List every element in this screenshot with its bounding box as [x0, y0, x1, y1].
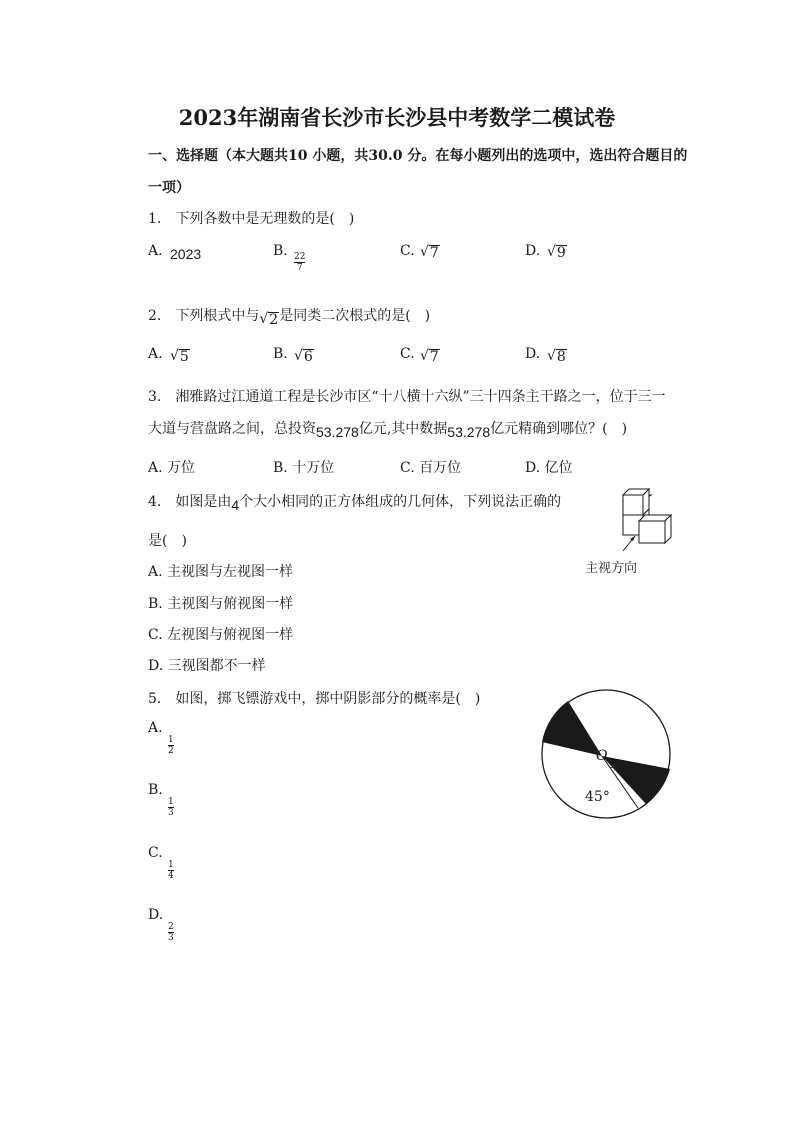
q2-option-a-radical: √ 5 [170, 348, 189, 365]
q3-text-b: 亿元,其中数据 [358, 421, 448, 437]
figure-caption: 主视方向 [585, 561, 638, 576]
q5-option-d-label: D. [148, 907, 164, 923]
q4-number: 4 [231, 497, 240, 513]
radicand: 6 [303, 349, 313, 365]
fraction-numerator: 22 [294, 252, 306, 262]
q2-option-b-radical: √ 6 [294, 348, 313, 365]
q2-option-d-radical: √ 8 [547, 348, 566, 365]
q3-text-a: 大道与营盘路之间，总投资 [148, 421, 316, 437]
q5-option-b-label: B. [148, 782, 163, 798]
q2-option-c-radical: √ 7 [420, 348, 439, 365]
q4-option-d: D. 三视图都不一样 [148, 658, 266, 674]
radicand: 9 [556, 245, 566, 261]
q5-stem: 5. 如图，掷飞镖游戏中，掷中阴影部分的概率是( ) [148, 691, 481, 707]
q1-option-d-label: D. [525, 243, 541, 259]
fraction-numerator: 1 [168, 797, 174, 807]
fraction-denominator: 4 [168, 871, 174, 881]
center-label: O [596, 748, 608, 764]
page-title: 2023年湖南省长沙市长沙县中考数学二模试卷 [178, 105, 616, 130]
q3-option-c: C. 百万位 [400, 460, 462, 476]
radicand: 8 [556, 349, 566, 365]
q2-stem-radical: √ 2 [259, 311, 279, 328]
q2-stem-pre: 2. 下列根式中与 [148, 308, 260, 324]
q3-stem-line2 [148, 418, 627, 438]
q5-option-c-label: C. [148, 845, 163, 861]
q1-option-c-radical: √ 7 [420, 244, 439, 261]
q5-option-a-fraction [168, 735, 174, 756]
cube-front-face [639, 521, 665, 543]
radicand: 7 [429, 245, 439, 261]
q1-option-a-value: 2023 [170, 246, 202, 262]
q3-text-c: 亿元精确到哪位？( ) [490, 421, 628, 437]
radicand: 2 [269, 312, 279, 328]
fraction-denominator: 3 [168, 808, 174, 818]
q4-text-b: 个大小相同的正方体组成的几何体，下列说法正确的 [239, 494, 562, 510]
q2-option-b-label: B. [273, 346, 288, 362]
cube-figure [605, 485, 685, 555]
q1-option-a-label: A. [148, 243, 163, 259]
q3-number-2: 53.278 [447, 424, 491, 440]
q2-option-d-label: D. [525, 346, 541, 362]
q5-option-a-label: A. [148, 720, 163, 736]
q3-number-1: 53.278 [316, 424, 359, 440]
fraction-denominator: 7 [294, 262, 305, 273]
q3-option-b: B. 十万位 [273, 460, 335, 476]
q1-option-b-label: B. [273, 243, 288, 259]
fraction-numerator: 1 [168, 735, 174, 745]
arrow-head [630, 536, 635, 541]
q3-stem-line1: 3. 湘雅路过江通道工程是长沙市区“十八横十六纵”三十四条主干路之一，位于三一 [148, 389, 666, 405]
q1-option-c-label: C. [400, 243, 415, 259]
fraction-denominator: 2 [168, 746, 174, 756]
angle-label: 45° [585, 789, 610, 805]
q4-option-a: A. 主视图与左视图一样 [148, 564, 294, 580]
fraction-denominator: 3 [168, 933, 174, 943]
q2-stem [148, 305, 430, 327]
q2-stem-post: 是同类二次根式的是( ) [279, 308, 431, 324]
q4-stem-line1 [148, 491, 561, 511]
q3-option-d: D. 亿位 [525, 460, 573, 476]
cube-upper-front [623, 495, 643, 515]
section-heading: 一、选择题（本大题共10 小题，共30.0 分。在每小题列出的选项中，选出符合题目的 [148, 148, 688, 164]
radicand: 5 [179, 349, 189, 365]
q5-option-d-fraction [168, 922, 174, 943]
q3-option-a: A. 万位 [148, 460, 196, 476]
q4-stem-line2: 是( ) [148, 533, 187, 549]
q2-option-a-label: A. [148, 346, 163, 362]
q4-text-a: 4. 如图是由 [148, 494, 232, 510]
fraction-numerator: 1 [168, 860, 174, 870]
q5-option-c-fraction [168, 860, 174, 881]
q4-option-c: C. 左视图与俯视图一样 [148, 627, 294, 643]
q1-stem: 1. 下列各数中是无理数的是( ) [148, 211, 355, 227]
section-heading-cont: 一项） [148, 180, 190, 196]
q2-option-c-label: C. [400, 346, 415, 362]
fraction-numerator: 2 [168, 922, 174, 932]
radicand: 7 [429, 349, 439, 365]
q1-option-b-fraction [294, 252, 305, 273]
q1-option-d-radical: √ 9 [547, 244, 566, 261]
q4-option-b: B. 主视图与俯视图一样 [148, 596, 294, 612]
q5-option-b-fraction [168, 797, 174, 818]
